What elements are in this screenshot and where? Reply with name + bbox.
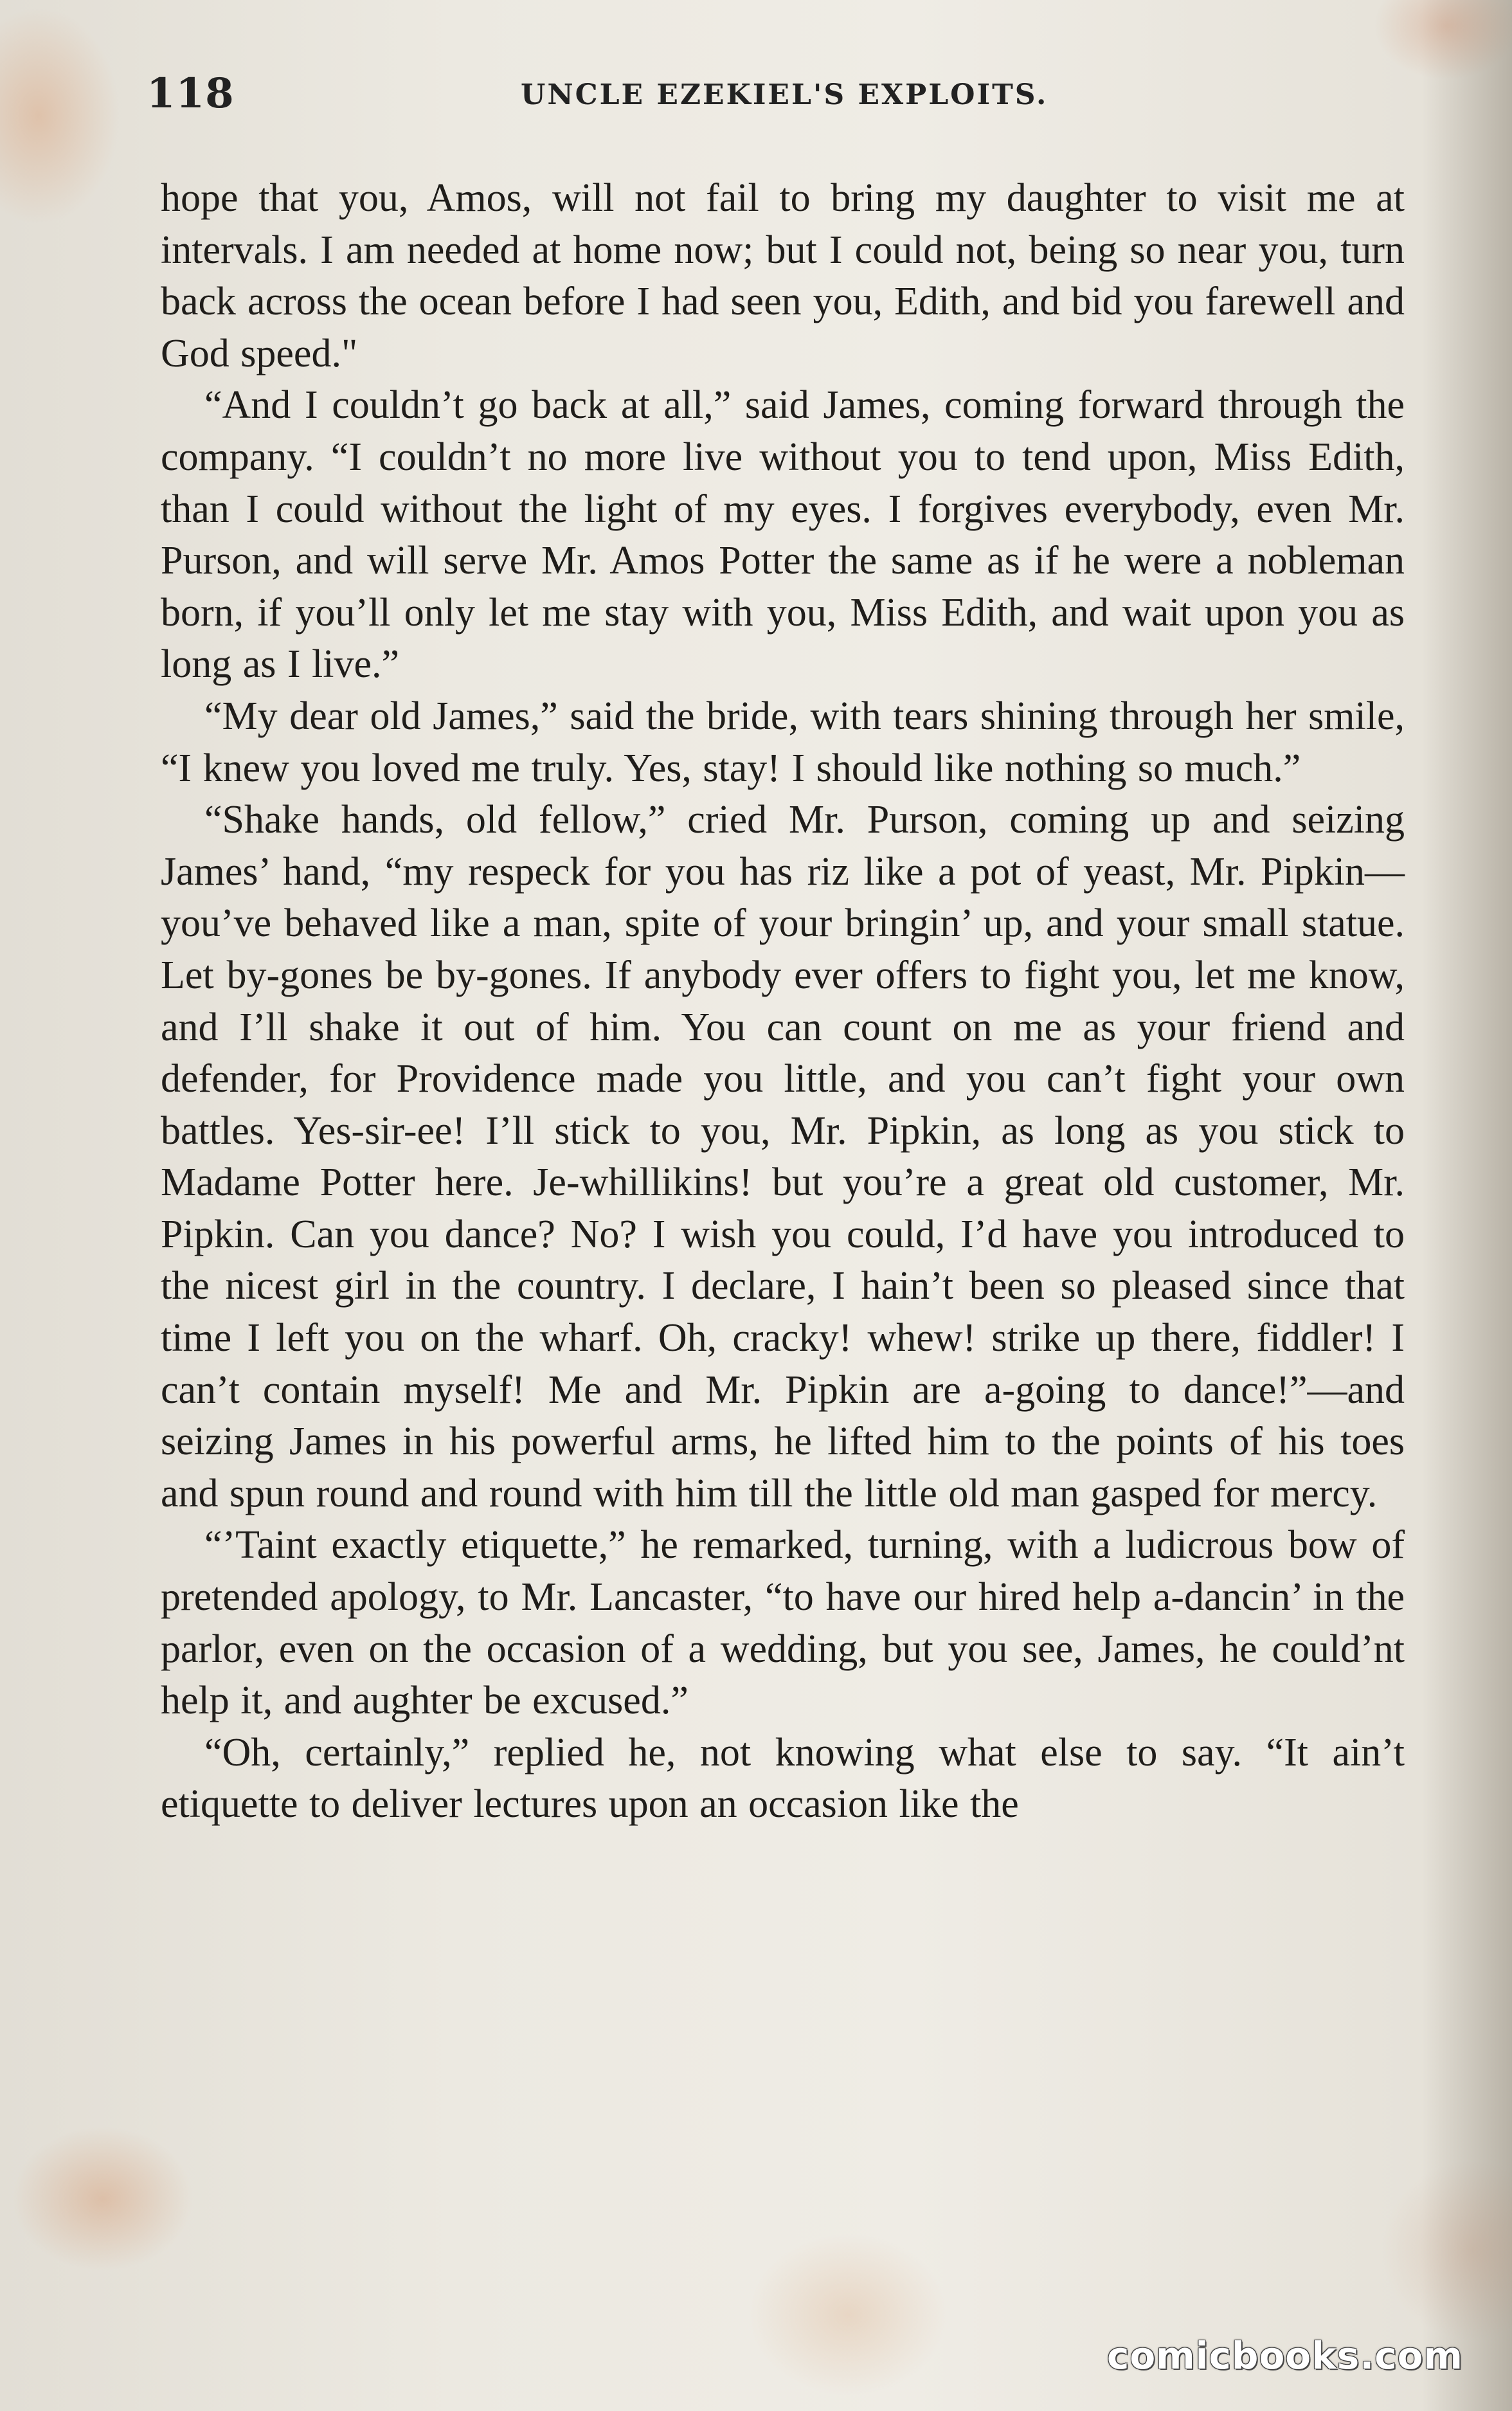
page-number: 118	[147, 69, 235, 118]
paragraph: “’Taint exactly etiquette,” he remarked, turning, with a ludicrous bow of pretended apology, to Mr. Lancaster, “to have our hired help a-dancin’ in the parlor, even on the occasion of a wedding, but you see, James, he could’nt help it, and aughter be excused.”	[161, 1523, 1405, 1723]
paragraph: hope that you, Amos, will not fail to bring my daughter to visit me at intervals. I am needed at home now; but I could not, being so near you, turn back across the ocean before I had seen you, Edith, and bid you farewell and God speed."	[161, 176, 1405, 375]
paragraph: “Shake hands, old fellow,” cried Mr. Purson, coming up and seizing James’ hand, “my respeck for you has riz like a pot of yeast, Mr. Pipkin—you’ve behaved like a man, spite of your bringin’ up, and your small statue. Let by-gones be by-gones. If anybody ever offers to fight you, let me know, and I’ll shake it out of him. You can count on me as your friend and defender, for Providence made you little, and you can’t fight your own battles. Yes-sir-ee! I’ll stick to you, Mr. Pipkin, as long as you stick to Madame Potter here. Je-whillikins! but you’re a great old customer, Mr. Pipkin. Can you dance? No? I wish you could, I’d have you introduced to the nicest girl in the country. I declare, I hain’t been so pleased since that time I left you on the wharf. Oh, cracky! whew! strike up there, fiddler! I can’t contain myself! Me and Mr. Pipkin are a-going to dance!”—and seizing James in his powerful arms, he lifted him to the points of his toes and spun round and round with him till the little old man gasped for mercy.	[161, 798, 1405, 1515]
watermark: comicbooks.com	[1107, 2334, 1463, 2378]
paragraph: “My dear old James,” said the bride, with tears shining through her smile, “I knew you loved me truly. Yes, stay! I should like nothing so much.”	[161, 694, 1405, 790]
running-title: UNCLE EZEKIEL'S EXPLOITS.	[521, 78, 1048, 111]
body-text	[161, 172, 1405, 1830]
paragraph: “Oh, certainly,” replied he, not knowing what else to say. “It ain’t etiquette to deliver lectures upon an occasion like the	[161, 1730, 1405, 1827]
paragraph: “And I couldn’t go back at all,” said James, coming forward through the company. “I couldn’t no more live without you to tend upon, Miss Edith, than I could without the light of my eyes. I forgives everybody, even Mr. Purson, and will serve Mr. Amos Potter the same as if he were a nobleman born, if you’ll only let me stay with you, Miss Edith, and wait upon you as long as I live.”	[161, 383, 1405, 687]
